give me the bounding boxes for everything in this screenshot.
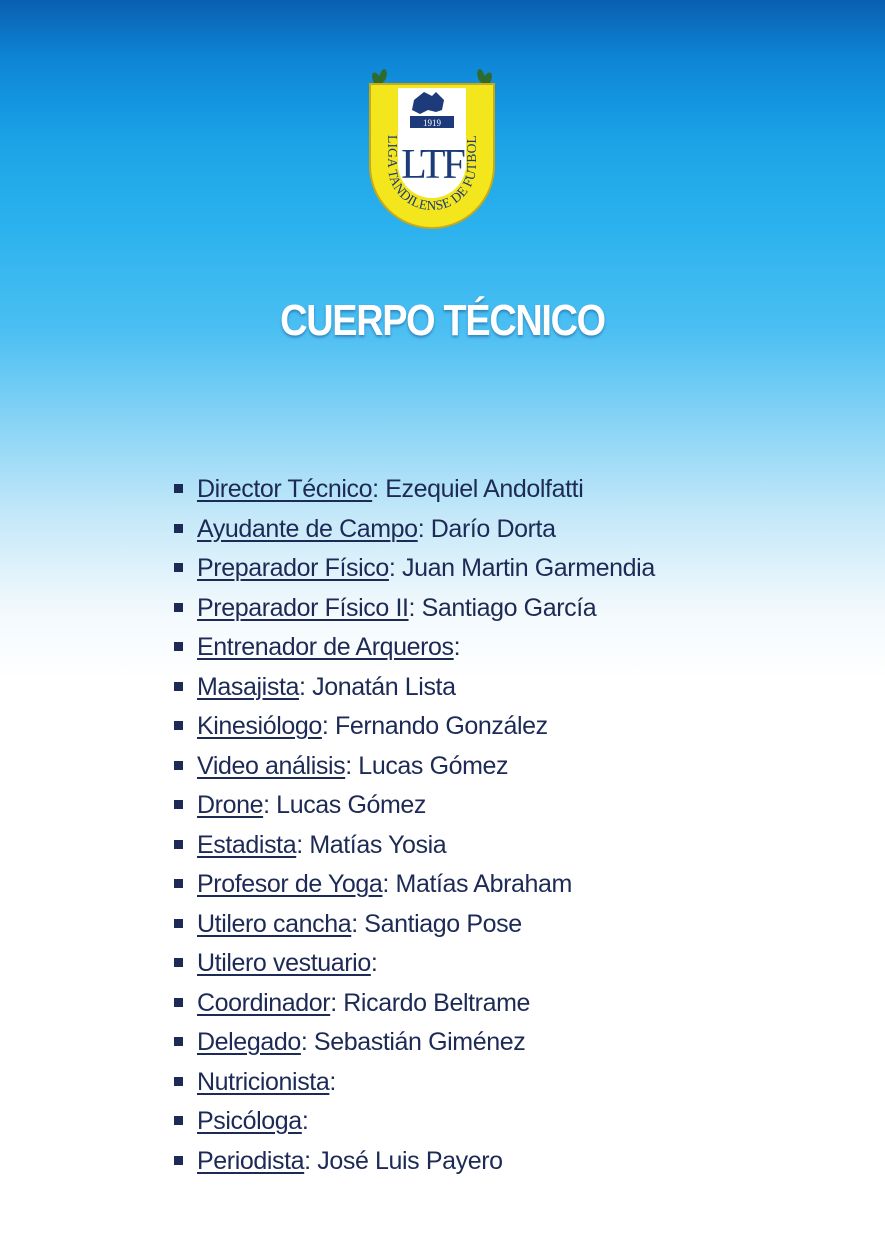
staff-role: Psicóloga	[197, 1107, 302, 1135]
staff-role: Utilero cancha	[197, 909, 352, 938]
staff-separator: :	[296, 830, 303, 859]
list-item	[172, 786, 655, 826]
staff-role: Director Técnico	[197, 475, 373, 503]
list-item	[172, 1063, 655, 1103]
bullet-icon	[174, 524, 183, 533]
staff-name: Santiago Pose	[357, 909, 522, 938]
staff-role: Estadista	[197, 830, 297, 859]
bullet-icon	[174, 1037, 183, 1046]
bullet-icon	[174, 1116, 183, 1125]
bullet-icon	[174, 919, 183, 928]
logo-year: 1919	[423, 118, 441, 128]
staff-name: Santiago García	[415, 593, 597, 622]
staff-separator: :	[263, 791, 270, 819]
staff-name: Juan Martin Garmendia	[395, 554, 655, 582]
staff-role: Masajista	[197, 672, 299, 701]
staff-separator: :	[300, 1028, 308, 1056]
bullet-icon	[174, 1077, 183, 1086]
list-item	[172, 1142, 655, 1182]
list-item	[172, 905, 655, 945]
list-item	[172, 1102, 655, 1142]
staff-name: Ezequiel Andolfatti	[378, 475, 584, 503]
staff-name: José Luis Payero	[310, 1146, 503, 1175]
staff-name: Sebastián Giménez	[307, 1028, 526, 1056]
staff-separator: :	[345, 751, 352, 780]
list-item	[172, 510, 655, 550]
bullet-icon	[174, 603, 183, 612]
bullet-icon	[174, 800, 183, 809]
staff-separator: :	[372, 475, 379, 503]
list-item	[172, 1023, 655, 1063]
list-item	[172, 470, 655, 510]
staff-role: Ayudante de Campo	[197, 514, 418, 543]
staff-separator: :	[370, 949, 378, 977]
bullet-icon	[174, 761, 183, 770]
bullet-icon	[174, 958, 183, 967]
staff-role: Drone	[197, 791, 264, 819]
staff-name: Lucas Gómez	[269, 791, 427, 819]
bullet-icon	[174, 721, 183, 730]
staff-separator: :	[299, 672, 306, 701]
list-item	[172, 865, 655, 905]
ltf-crest-icon	[362, 66, 502, 236]
staff-name: Darío Dorta	[424, 514, 556, 543]
staff-name: Lucas Gómez	[351, 751, 509, 780]
list-item	[172, 984, 655, 1024]
bullet-icon	[174, 563, 183, 572]
staff-list	[172, 470, 655, 1181]
staff-role: Profesor de Yoga	[197, 870, 383, 898]
staff-separator: :	[417, 514, 425, 543]
bullet-icon	[174, 642, 183, 651]
staff-separator: :	[321, 712, 329, 740]
bullet-icon	[174, 1156, 183, 1165]
bullet-icon	[174, 682, 183, 691]
list-item	[172, 668, 655, 708]
staff-role: Kinesiólogo	[197, 712, 322, 740]
staff-separator: :	[304, 1146, 311, 1175]
staff-role: Preparador Físico II	[197, 593, 409, 622]
staff-separator: :	[351, 909, 358, 938]
staff-name: Ricardo Beltrame	[336, 988, 531, 1017]
staff-name: Matías Abraham	[388, 870, 572, 898]
staff-role: Nutricionista	[197, 1067, 330, 1096]
staff-name: Fernando González	[328, 712, 548, 740]
list-item	[172, 707, 655, 747]
staff-role: Preparador Físico	[197, 554, 389, 582]
bullet-icon	[174, 484, 183, 493]
staff-separator: :	[382, 870, 389, 898]
ltf-logo	[362, 66, 502, 236]
list-item	[172, 628, 655, 668]
bullet-icon	[174, 998, 183, 1007]
list-item	[172, 826, 655, 866]
staff-separator: :	[330, 988, 337, 1017]
logo-monogram: LTF	[401, 142, 463, 188]
list-item	[172, 549, 655, 589]
staff-separator: :	[408, 593, 416, 622]
page-title: CUERPO TÉCNICO	[280, 296, 605, 345]
staff-separator: :	[453, 633, 461, 661]
staff-role: Periodista	[197, 1146, 305, 1175]
staff-separator: :	[388, 554, 396, 582]
staff-role: Utilero vestuario	[197, 949, 371, 977]
bullet-icon	[174, 840, 183, 849]
staff-name: Matías Yosia	[302, 830, 447, 859]
staff-role: Entrenador de Arqueros	[197, 633, 454, 661]
logo-ring-text: LIGA TANDILENSE DE FUTBOL	[384, 135, 480, 214]
staff-name: Jonatán Lista	[305, 672, 456, 701]
staff-separator: :	[301, 1107, 309, 1135]
staff-role: Coordinador	[197, 988, 331, 1017]
list-item	[172, 944, 655, 984]
list-item	[172, 747, 655, 787]
staff-separator: :	[329, 1067, 336, 1096]
list-item	[172, 589, 655, 629]
staff-role: Delegado	[197, 1028, 301, 1056]
bullet-icon	[174, 879, 183, 888]
staff-role: Video análisis	[197, 751, 346, 780]
